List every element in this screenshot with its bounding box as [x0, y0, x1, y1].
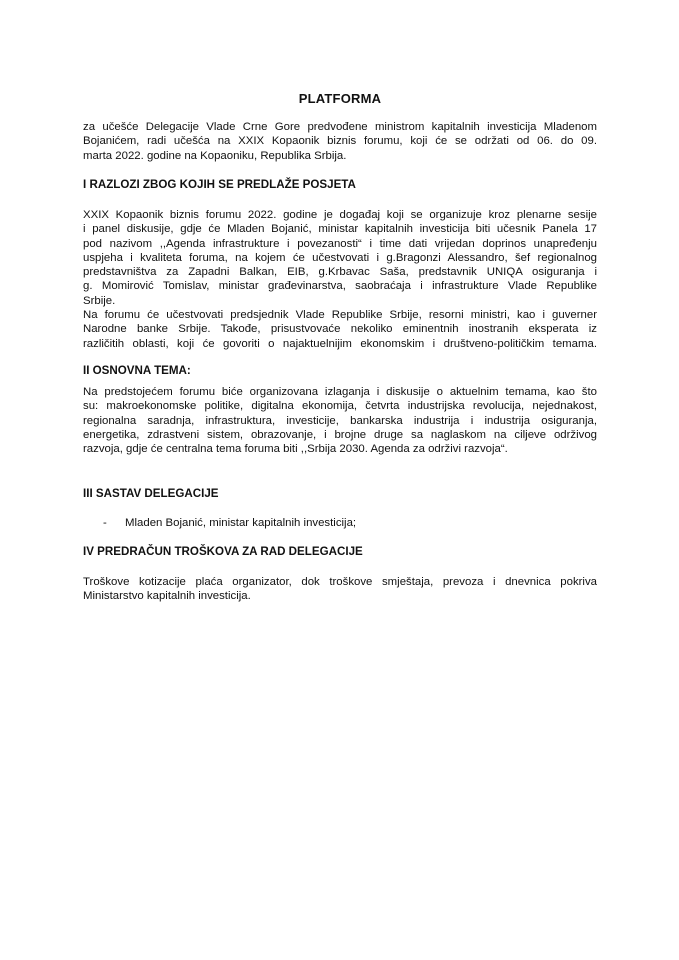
- bullet-dash: -: [103, 517, 107, 529]
- intro-paragraph: [83, 120, 597, 163]
- intro-line: marta 2022. godine na Kopaoniku, Republika Srbija.: [83, 149, 347, 162]
- section-1-line: Srbije.: [83, 294, 116, 307]
- section-1-line: uspjeha i kvaliteta foruma, na kojem će učestvovati i g.Bragonzi Alessandro, šef regionalnog: [83, 251, 597, 264]
- section-2-line: Na predstojećem forumu biće organizovana izlaganja i diskusije o aktuelnim temama, kao što: [83, 386, 597, 398]
- section-1-line: pod nazivom ,,Agenda infrastrukture i povezanosti“ i time dati vrijedan doprinos unapređenju: [83, 237, 597, 250]
- section-4-line: Troškove kotizacije plaća organizator, dok troškove smještaja, prevoza i dnevnica pokriva: [83, 576, 597, 588]
- section-2-line: su: makroekonomske politike, digitalna ekonomija, četvrta industrijska revolucija, nejednakost,: [83, 400, 597, 413]
- section-4-heading: IV PREDRAČUN TROŠKOVA ZA RAD DELEGACIJE: [83, 545, 363, 558]
- section-2-line: razvoja, gdje će centralna tema foruma biti ,,Srbija 2030. Agenda za održivi razvoja“.: [83, 443, 508, 456]
- section-2-paragraph: [83, 385, 597, 456]
- section-2-heading: II OSNOVNA TEMA:: [83, 364, 191, 377]
- section-1-line: različitih oblasti, koji će govoriti o najaktuelnijim ekonomskim i društveno-političkim temama.: [83, 337, 597, 350]
- intro-line: za učešće Delegacije Vlade Crne Gore predvođene ministrom kapitalnih investicija Mladenom: [83, 121, 597, 133]
- delegation-member: Mladen Bojanić, ministar kapitalnih investicija;: [125, 517, 357, 529]
- section-1-line: Na forumu će učestvovati predsjednik Vlade Republike Srbije, resorni ministri, kao i guverner: [83, 309, 597, 322]
- section-4-line: Ministarstvo kapitalnih investicija.: [83, 590, 251, 603]
- section-4-paragraph: [83, 575, 597, 604]
- section-1-line: XXIX Kopaonik biznis forumu 2022. godine je događaj koji se organizuje kroz plenarne sesije: [83, 209, 597, 221]
- section-1-line: predstavništva za Zapadni Balkan, EIB, g.Krbavac Saša, predstavnik UNIQA osiguranja i: [83, 266, 597, 279]
- document-title: PLATFORMA: [298, 91, 382, 106]
- section-1-line: i panel diskusije, gdje će Mladen Bojanić, ministar kapitalnih investicija biti učesnik Panela 17: [83, 223, 597, 236]
- section-1-heading: I RAZLOZI ZBOG KOJIH SE PREDLAŽE POSJETA: [83, 178, 356, 191]
- section-1-paragraph: [83, 208, 597, 351]
- section-2-line: energetika, zdrastveni sistem, obrazovanje, i brojne druge sa naglaskom na ciljeve održivog: [83, 428, 597, 441]
- section-3-heading: III SASTAV DELEGACIJE: [83, 487, 219, 500]
- delegation-list-item: [103, 517, 356, 529]
- section-1-line: g. Momirović Tomislav, ministar građevinarstva, saobraćaja i infrastrukture Vlade Republike: [83, 280, 597, 293]
- section-1-line: Narodne banke Srbije. Takođe, prisustvovaće nekoliko eminentnih inostranih eksperata iz: [83, 323, 597, 336]
- intro-line: Bojanićem, radi učešća na XXIX Kopaonik biznis forumu, koji će se održati od 06. do 09.: [83, 135, 597, 148]
- section-2-line: regionalna saradnja, infrastruktura, investicije, bankarska industrija i industrija osiguranja,: [83, 414, 597, 427]
